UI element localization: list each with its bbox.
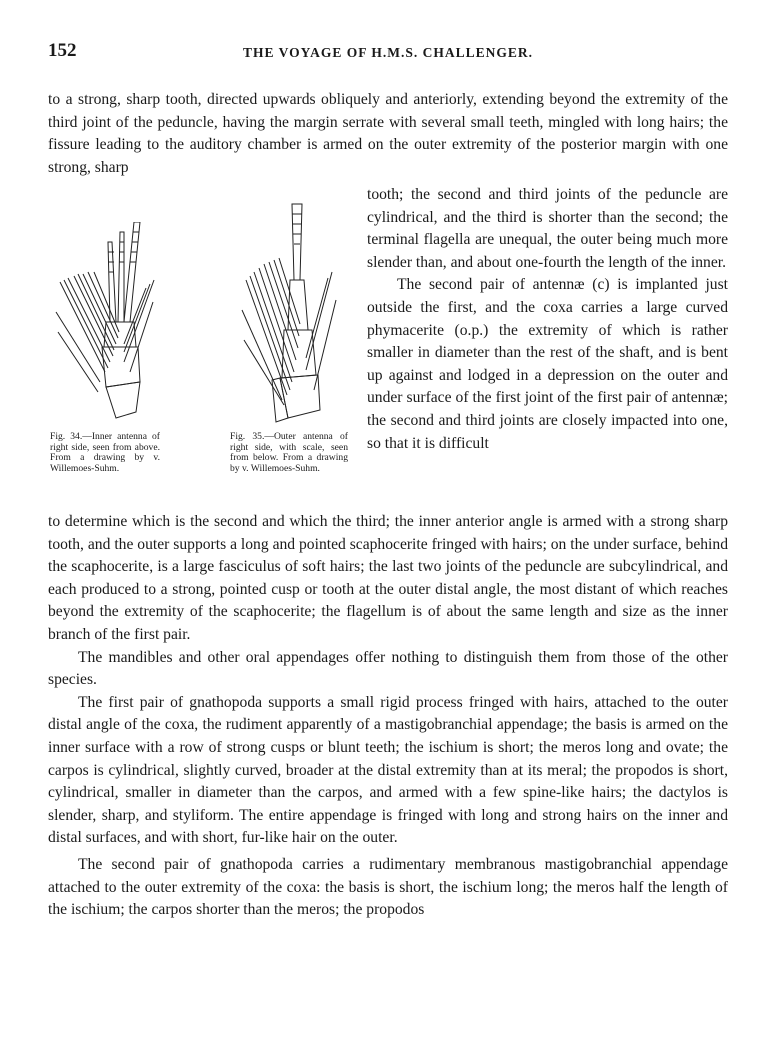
top-paragraph-block bbox=[48, 89, 728, 179]
page-header bbox=[48, 40, 728, 70]
body-text bbox=[48, 511, 728, 922]
running-title: THE VOYAGE OF H.M.S. CHALLENGER. bbox=[242, 45, 534, 60]
second-gnathopoda-paragraph: The second pair of gnathopoda carries a rudimentary membranous mastigobranchial appendage attached to the outer extremity of the coxa: the basis is short, the ischium long; the meros half the length of the ischium; the carpos shorter than the meros; the propodos bbox=[48, 855, 728, 919]
figure-34-caption: Fig. 34.—Inner antenna of right side, seen from above. From a drawing by v. Willemoes-Suhm. bbox=[50, 431, 160, 474]
right-column bbox=[367, 184, 728, 455]
flagella-continuation: tooth; the second and third joints of the peduncle are cylindrical, and the third is shorter than the second; the terminal flagella are unequal, the outer being much more slender than, and about one-fourth the length of the inner. bbox=[367, 186, 728, 271]
page-number: 152 bbox=[48, 40, 77, 61]
top-paragraph: to a strong, sharp tooth, directed upwards obliquely and anteriorly, extending beyond the extremity of the third joint of the peduncle, having the margin serrate with several small teeth, mingled with long hairs; the fissure leading to the auditory chamber is armed on the outer extremity of the posterior margin with one strong, sharp bbox=[48, 91, 728, 176]
figure-35-caption: Fig. 35.—Outer antenna of right side, with scale, seen from below. From a drawing by v. Willemoes-Suhm. bbox=[230, 431, 348, 474]
second-antennae-continuation: to determine which is the second and which the third; the inner anterior angle is armed with a strong sharp tooth, and the outer supports a long and pointed scaphocerite fringed with hairs; on the under surface, behind the scaphocerite, is a large fasciculus of soft hairs; the last two joints of the peduncle are subcylindrical, and each produced to a strong, pointed cusp or tooth at the outer distal angle, the most distant of which reaches beyond the extremity of the scaphocerite; the flagellum is of about the same length and size as the inner branch of the first pair. bbox=[48, 513, 728, 643]
figure-34-illustration bbox=[50, 222, 165, 422]
figure-35-illustration bbox=[232, 200, 350, 428]
second-antennae-paragraph: The second pair of antennæ (c) is implanted just outside the first, and the coxa carries a large curved phymacerite (o.p.) the extremity of which is rather smaller in diameter than the rest of the shaft, and is bent up against and lodged in a depression on the outer and under surface of the first joint of the first pair of antennæ; the second and third joints are closely impacted into one, so that it is difficult bbox=[367, 276, 728, 452]
first-gnathopoda-paragraph: The first pair of gnathopoda supports a small rigid process fringed with hairs, attached to the outer distal angle of the coxa, the rudiment apparently of a mastigobranchial appendage; the basis is armed on the inner surface with a row of strong cusps or blunt teeth; the ischium is short; the meros long and ovate; the carpos is cylindrical, slightly curved, broader at the distal extremity than at its meral; the propodos is short, cylindrical, smaller in diameter than the carpos, and armed with a few spine-like hairs; the dactylos is slender, sharp, and styliform. The entire appendage is fringed with long and strong hairs on the inner and distal surfaces, and with short, fur-like hair on the outer. bbox=[48, 693, 728, 847]
mandibles-paragraph: The mandibles and other oral appendages offer nothing to distinguish them from those of the other species. bbox=[48, 648, 728, 689]
